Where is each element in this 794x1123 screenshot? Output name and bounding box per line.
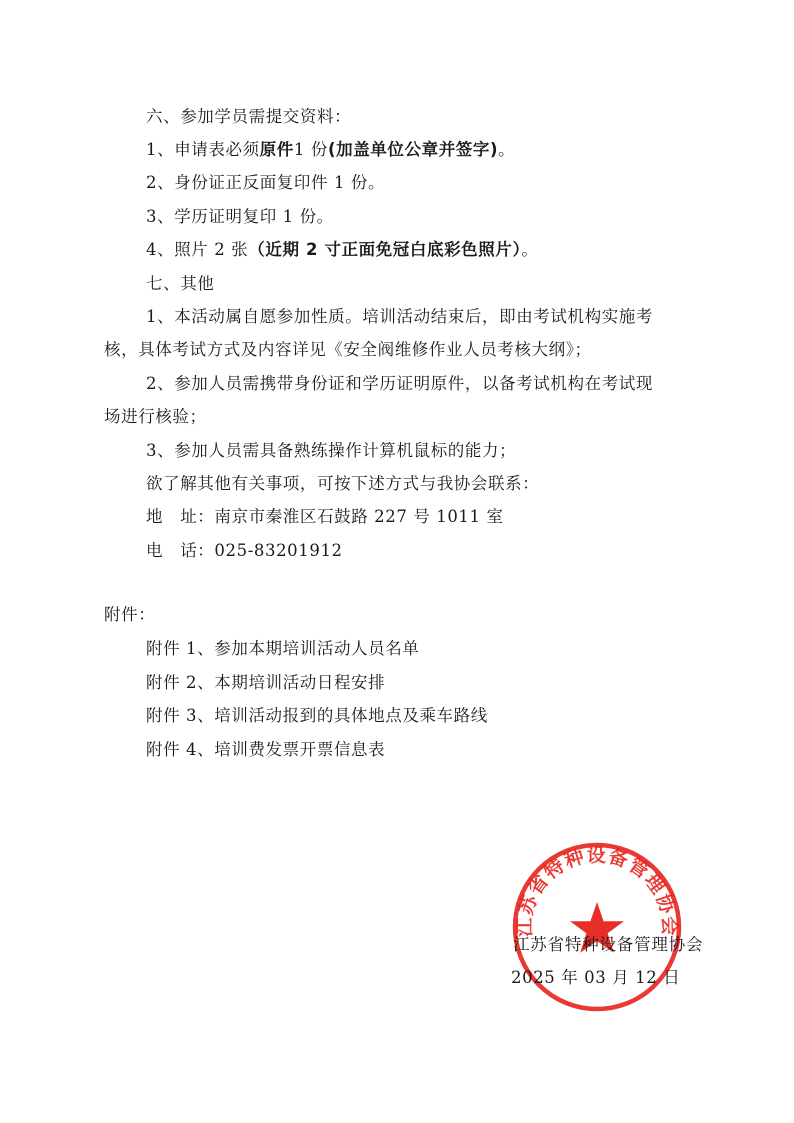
section6-heading: 六、参加学员需提交资料：: [146, 107, 352, 126]
attachment-item: 附件 3、培训活动报到的具体地点及乘车路线: [146, 706, 488, 725]
item1-prefix: 1、申请表必须: [146, 140, 260, 159]
item1-count: 1 份: [293, 140, 328, 159]
contact-address: 地 址：南京市秦淮区石鼓路 227 号 1011 室: [146, 507, 504, 526]
section7-p2-line2: 场进行核验；: [104, 407, 207, 426]
attachment-item: 附件 2、本期培训活动日程安排: [146, 673, 386, 692]
section7-heading: 七、其他: [146, 274, 215, 293]
section6-item3: 3、学历证明复印 1 份。: [146, 207, 334, 226]
item4-suffix: 。: [521, 240, 539, 259]
section7-p2-line1: 2、参加人员需携带身份证和学历证明原件，以备考试机构在考试现: [146, 374, 653, 393]
item1-bold-note: (加盖单位公章并签字): [327, 140, 499, 159]
signature-org: 江苏省特种设备管理协会: [513, 935, 704, 954]
attachment-item: 附件 4、培训费发票开票信息表: [146, 740, 386, 759]
item4-bold-note: （近期 2 寸正面免冠白底彩色照片）: [248, 240, 522, 259]
attachment-item: 附件 1、参加本期培训活动人员名单: [146, 639, 420, 658]
section6-item1: [146, 139, 515, 161]
section7-p1-line1: 1、本活动属自愿参加性质。培训活动结束后，即由考试机构实施考: [146, 307, 653, 326]
seal-text: 江苏省特种设备管理协会: [513, 844, 681, 937]
section6-item4: [146, 239, 538, 261]
section7-p3: 3、参加人员需具备熟练操作计算机鼠标的能力；: [146, 441, 517, 460]
contact-phone: 电 话：025-83201912: [146, 541, 343, 560]
section7-p1-line2: 核，具体考试方式及内容详见《安全阀维修作业人员考核大纲》；: [104, 340, 592, 359]
signature-date: 2025 年 03 月 12 日: [511, 968, 681, 987]
item1-suffix: 。: [498, 140, 516, 159]
official-seal-stamp: [508, 838, 686, 1016]
item4-prefix: 4、照片 2 张: [146, 240, 249, 259]
attachments-heading: 附件：: [104, 605, 156, 624]
section6-item2: 2、身份证正反面复印件 1 份。: [146, 173, 386, 192]
item1-bold-original: 原件: [259, 140, 294, 159]
contact-intro: 欲了解其他有关事项，可按下述方式与我协会联系：: [146, 474, 540, 493]
